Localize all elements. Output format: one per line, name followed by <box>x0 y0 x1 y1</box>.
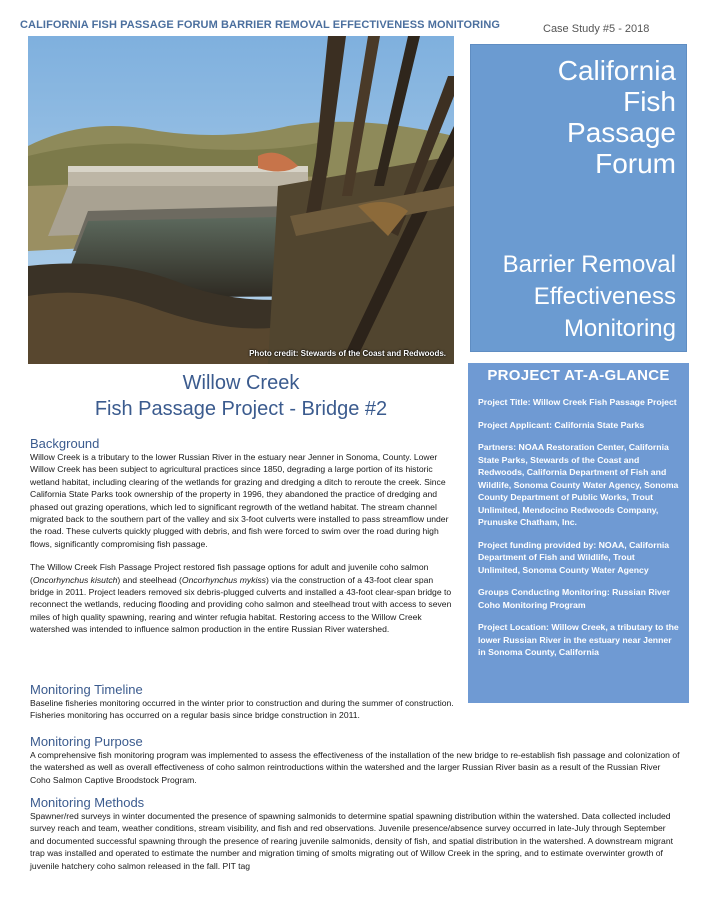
forum-title-line-3: Passage <box>567 117 676 148</box>
glance-applicant: Project Applicant: California State Parks <box>478 419 645 430</box>
coho-species-name: Oncorhynchus kisutch <box>32 574 118 585</box>
methods-text: Spawner/red surveys in winter documented the presence of spawning salmonids to determine spatial spawning distribution within the watershed. Data collected included survey reach and team, weather conditions, stream visibility, and fish and red observations. Juvenile presence/absence survey occurred in late-July through September and documented successful spawning through the presence of rearing juvenile salmonids, density of fish, and spatial distribution in the watershed. A downstream migrant trap was installed and operated to estimate the number and migration timing of smolts migrating out of Willow Creek in the spring, and to estimate overwinter growth of juvenile hatchery coho salmon released in the fall. PIT tag <box>30 811 673 871</box>
project-at-a-glance <box>468 363 689 703</box>
timeline-text: Baseline fisheries monitoring occurred in the winter prior to construction and during the summer of construction. Fisheries monitoring has occurred on a regular basis since bridge construction in 2011. <box>30 698 454 721</box>
glance-monitoring-groups: Groups Conducting Monitoring: Russian River Coho Monitoring Program <box>478 587 671 610</box>
bg-p2-part-b: ) and steelhead ( <box>117 574 182 585</box>
photo-illustration <box>28 36 454 364</box>
glance-location: Project Location: Willow Creek, a tributary to the lower Russian River in the estuary near Jenner in Sonoma County, California <box>478 622 679 657</box>
project-title <box>28 370 454 422</box>
case-study-label: Case Study #5 - 2018 <box>543 23 650 35</box>
background-paragraph-2 <box>30 561 458 635</box>
bg-p2-part-a: The Willow Creek Fish Passage Project restored fish passage options for adult and juvenile coho salmon ( <box>30 562 429 585</box>
purpose-section <box>30 734 680 794</box>
timeline-heading: Monitoring Timeline <box>30 682 143 697</box>
glance-funding: Project funding provided by: NOAA, California Department of Fish and Wildlife, Trout Unlimited, Sonoma County Water Agency <box>478 539 670 575</box>
steelhead-species-name: Oncorhynchus mykiss <box>181 574 266 585</box>
creek-bridge-photo <box>28 36 454 364</box>
photo-credit: Photo credit: Stewards of the Coast and Redwoods. <box>249 349 446 358</box>
background-section <box>30 436 458 644</box>
timeline-section <box>30 682 475 730</box>
methods-heading: Monitoring Methods <box>30 795 145 810</box>
series-header: CALIFORNIA FISH PASSAGE FORUM BARRIER REMOVAL EFFECTIVENESS MONITORING <box>20 19 501 31</box>
program-title-line-2: Effectiveness <box>533 283 676 310</box>
program-title-line-3: Monitoring <box>563 315 676 342</box>
background-heading: Background <box>30 436 100 451</box>
bg-p2-part-c: ) via the construction of a 43-foot clear span bridge in 2011. Project leaders removed six debris-plugged culverts and installed a 43-foot clear-span bridge to reconnect the wetlands, reducing flooding and providing coho salmon and steelhead trout with access to seven miles of high quality spawning, rearing and winter refugia habitat. Restoring access to the Willow Creek watershed was intended to influence salmon production in the entire Russian River watershed. <box>30 574 452 635</box>
background-paragraph-1: Willow Creek is a tributary to the lower Russian River in the estuary near Jenner in Sonoma, County. Lower Willow Creek has been subject to agricultural practices since 1850, degrading a large portion of its historic wetland habitat, including clearing of the wetlands for grazing and dredging a ditch to reroute the creek. Since California State Parks took ownership of the property in 1996, they abandoned the practice of dredging and phased out grazing operations, which led to significant regrowth of the wetland habitat. The stream channel migrated back to the southern part of the valley and six 3-foot culverts were installed to pass streamflow under the road. These culverts quickly plugged with debris, and fish were forced to swim over the road during high flows, significantly compromising fish passage. <box>30 452 449 549</box>
project-title-line-2: Fish Passage Project - Bridge #2 <box>94 398 388 420</box>
program-title-line-1: Barrier Removal <box>502 251 676 278</box>
program-title <box>471 249 676 345</box>
forum-title-line-4: Forum <box>595 148 676 179</box>
glance-project-title: Project Title: Willow Creek Fish Passage Project <box>478 397 677 407</box>
glance-heading: PROJECT AT-A-GLANCE <box>487 367 670 384</box>
forum-title-line-2: Fish <box>623 86 676 117</box>
project-title-line-1: Willow Creek <box>182 372 300 394</box>
glance-partners: Partners: NOAA Restoration Center, California State Parks, Stewards of the Coast and Redwoods, California Department of Fish and Wildlife, Sonoma County Water Agency, Sonoma County Department of Public Works, Trout Unlimited, Mendocino Redwoods Company, Prunuske Chatham, Inc. <box>478 442 679 527</box>
purpose-heading: Monitoring Purpose <box>30 734 143 749</box>
methods-section <box>30 795 680 880</box>
forum-title <box>476 55 676 179</box>
purpose-text: A comprehensive fish monitoring program was implemented to assess the effectiveness of the installation of the new bridge to re-establish fish passage and colonization of the watershed as well as overall effectiveness of coho salmon reintroductions within the watershed and the larger Russian River basin as a result of the Russian River Coho Salmon Captive Broodstock Program. <box>30 750 680 785</box>
title-box <box>470 44 687 352</box>
forum-title-line-1: California <box>557 55 676 86</box>
